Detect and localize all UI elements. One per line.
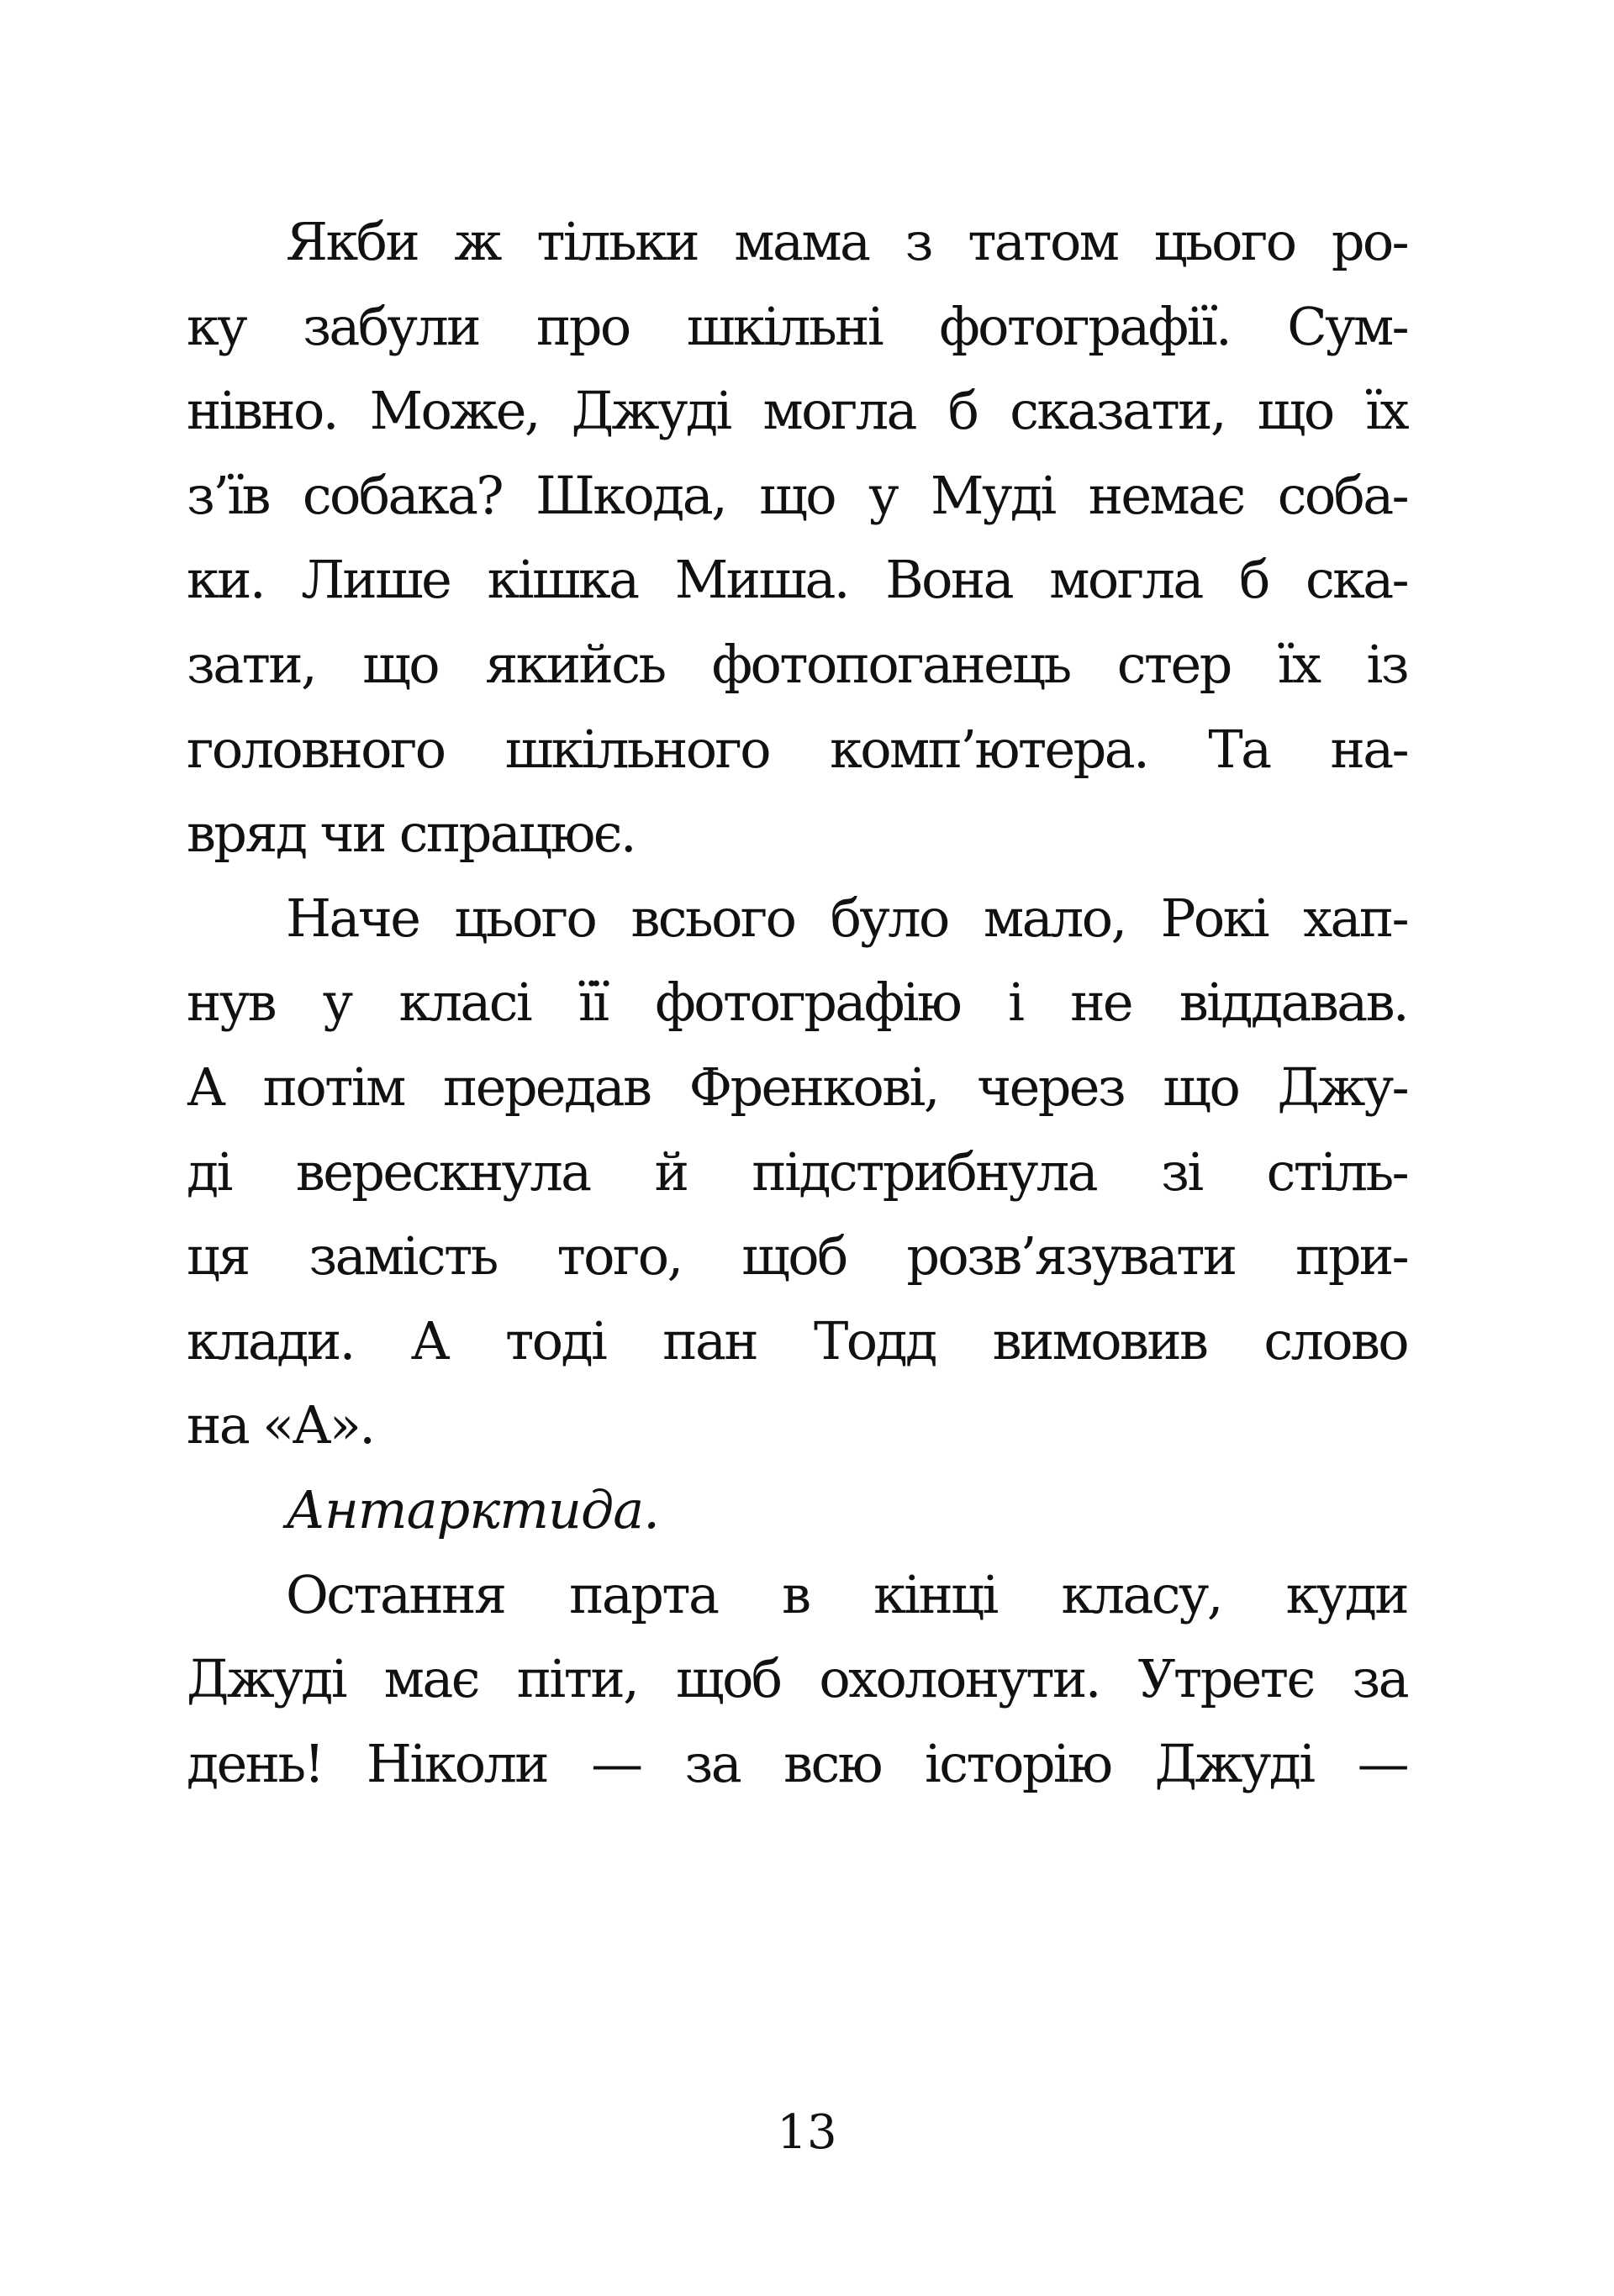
text-line: нув у класі її фотографію і не віддавав.: [187, 972, 1407, 1034]
text-line: ки. Лише кішка Миша. Вона могла б ска-: [187, 549, 1407, 611]
text-line: Наче цього всього було мало, Рокі хап-: [286, 887, 1407, 949]
text-line: зати, що якийсь фотопоганець стер їх із: [187, 633, 1407, 695]
text-line: день! Ніколи — за всю історію Джуді —: [187, 1732, 1407, 1794]
page-number: 13: [777, 2105, 837, 2160]
text-line: клади. А тоді пан Тодд вимовив слово: [187, 1309, 1407, 1372]
text-line: А потім передав Френкові, через що Джу-: [187, 1056, 1407, 1118]
text-line: на «А».: [187, 1394, 374, 1456]
text-line: Якби ж тільки мама з татом цього ро-: [286, 211, 1407, 272]
text-line: ді верескнула й підстрибнула зі стіль-: [187, 1140, 1407, 1203]
text-line: головного шкільного комп’ютера. Та на-: [187, 718, 1407, 780]
body-text: [187, 200, 1407, 1806]
text-line: Остання парта в кінці класу, куди: [286, 1563, 1407, 1625]
text-line: Джуді має піти, щоб охолонути. Утретє за: [187, 1648, 1407, 1710]
text-line: нівно. Може, Джуді могла б сказати, що їх: [187, 380, 1407, 442]
text-line: ця замість того, щоб розв’язувати при-: [187, 1225, 1407, 1288]
italic-text-line: Антарктида.: [286, 1478, 659, 1540]
text-line: вряд чи спрацює.: [187, 803, 635, 865]
text-line: з’їв собака? Шкода, що у Муді немає соба-: [187, 464, 1407, 526]
text-line: ку забули про шкільні фотографії. Сум-: [187, 295, 1407, 357]
